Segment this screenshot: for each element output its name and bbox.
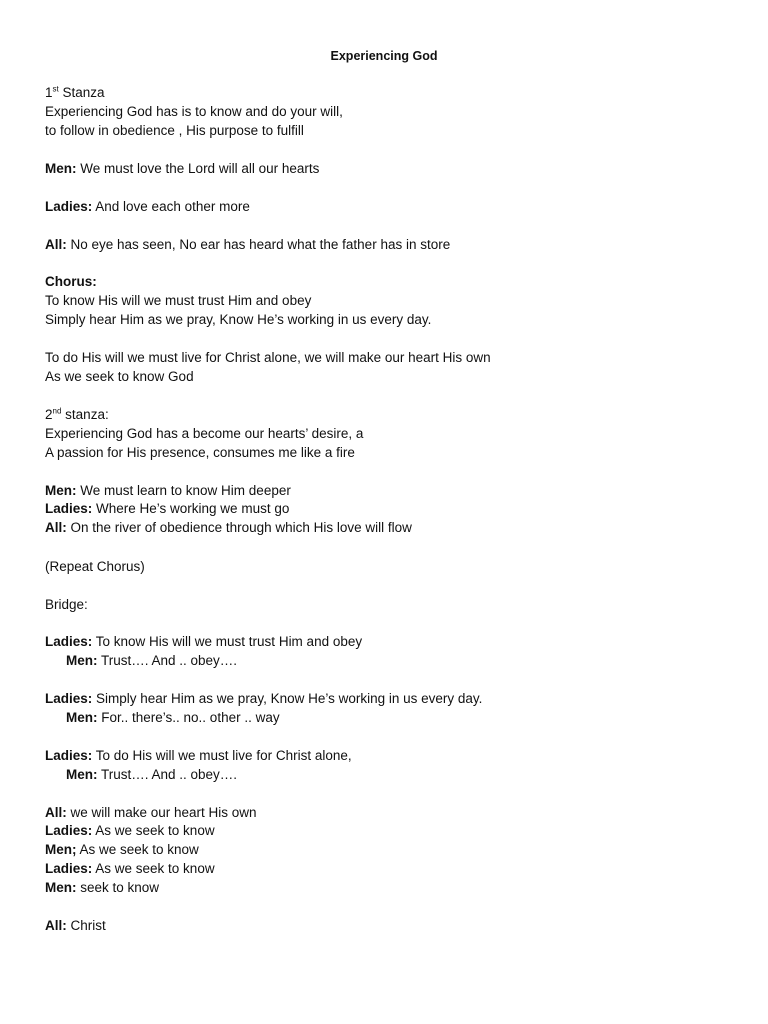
lyric-text: As we seek to know (92, 861, 215, 876)
speaker-label: Men: (66, 767, 98, 782)
lyric-text: Trust…. And .. obey…. (97, 767, 238, 782)
stanza-2-heading (45, 405, 109, 424)
chorus-line-2: Simply hear Him as we pray, Know He’s working in us every day. (45, 312, 432, 327)
speaker-label: Men; (45, 842, 77, 857)
bridge-men-line-1 (66, 651, 237, 670)
bridge-ladies-line-4 (45, 821, 215, 840)
lyric-text: Christ (66, 918, 106, 933)
bridge-ladies-line-2 (45, 689, 482, 708)
lyric-text: And love each other more (92, 199, 250, 214)
speaker-label: Ladies: (45, 634, 93, 649)
bridge-men-line-4 (45, 840, 199, 859)
stanza-1-ordinal: st (52, 84, 59, 94)
stanza-1-heading (45, 83, 105, 102)
stanza-2-ordinal: nd (52, 406, 62, 416)
speaker-label: Ladies: (45, 823, 93, 838)
speaker-label: Men: (45, 161, 77, 176)
lyric-text: To do His will we must live for Christ alone, (92, 748, 352, 763)
stanza-1-line-1: Experiencing God has is to know and do your will, (45, 104, 343, 119)
speaker-label: Men: (45, 483, 77, 498)
chorus-line-3: To do His will we must live for Christ alone, we will make our heart His own (45, 350, 491, 365)
lyric-text: Simply hear Him as we pray, Know He’s working in us every day. (92, 691, 483, 706)
part-1-men-line (45, 159, 319, 178)
part-1-ladies-line (45, 197, 250, 216)
stanza-2-number: 2 (45, 407, 53, 422)
lyric-text: we will make our heart His own (66, 805, 257, 820)
lyric-text: No eye has seen, No ear has heard what the father has in store (66, 237, 451, 252)
speaker-label: All: (45, 237, 67, 252)
stanza-2-line-1: Experiencing God has a become our hearts’ desire, a (45, 426, 364, 441)
speaker-label: Men: (66, 710, 98, 725)
stanza-2-heading-text: stanza: (61, 407, 109, 422)
bridge-all-line-1 (45, 803, 257, 822)
part-2-ladies-line (45, 499, 289, 518)
lyric-text: As we seek to know (76, 842, 199, 857)
lyric-text: We must love the Lord will all our hearts (76, 161, 320, 176)
chorus-heading (45, 272, 97, 291)
bridge-men-line-3 (66, 765, 237, 784)
speaker-label: All: (45, 520, 67, 535)
page-title: Experiencing God (330, 49, 438, 63)
lyric-text: On the river of obedience through which His love will flow (66, 520, 412, 535)
chorus-label: Chorus: (45, 274, 97, 289)
lyric-text: We must learn to know Him deeper (76, 483, 291, 498)
part-2-men-line (45, 481, 291, 500)
lyric-text: As we seek to know (92, 823, 215, 838)
bridge-men-line-5 (45, 878, 159, 897)
bridge-heading: Bridge: (45, 597, 88, 612)
speaker-label: All: (45, 918, 67, 933)
speaker-label: Ladies: (45, 501, 93, 516)
speaker-label: Ladies: (45, 748, 93, 763)
lyric-text: seek to know (76, 880, 160, 895)
chorus-line-1: To know His will we must trust Him and obey (45, 293, 312, 308)
bridge-men-line-2 (66, 708, 280, 727)
speaker-label: Ladies: (45, 199, 93, 214)
lyric-text: To know His will we must trust Him and obey (92, 634, 363, 649)
speaker-label: Ladies: (45, 861, 93, 876)
speaker-label: Ladies: (45, 691, 93, 706)
speaker-label: Men: (45, 880, 77, 895)
bridge-ladies-line-3 (45, 746, 352, 765)
speaker-label: All: (45, 805, 67, 820)
lyric-text: For.. there’s.. no.. other .. way (97, 710, 280, 725)
stanza-1-line-2: to follow in obedience , His purpose to fulfill (45, 123, 304, 138)
bridge-ladies-line-5 (45, 859, 215, 878)
bridge-ladies-line-1 (45, 632, 362, 651)
lyric-text: Where He’s working we must go (92, 501, 290, 516)
part-2-all-line (45, 518, 412, 537)
lyric-text: Trust…. And .. obey…. (97, 653, 238, 668)
part-1-all-line (45, 235, 450, 254)
stanza-1-number: 1 (45, 85, 53, 100)
speaker-label: Men: (66, 653, 98, 668)
stanza-2-line-2: A passion for His presence, consumes me like a fire (45, 445, 355, 460)
repeat-chorus-note: (Repeat Chorus) (45, 559, 145, 574)
bridge-all-line-2 (45, 916, 106, 935)
stanza-1-heading-text: Stanza (58, 85, 105, 100)
chorus-line-4: As we seek to know God (45, 369, 194, 384)
